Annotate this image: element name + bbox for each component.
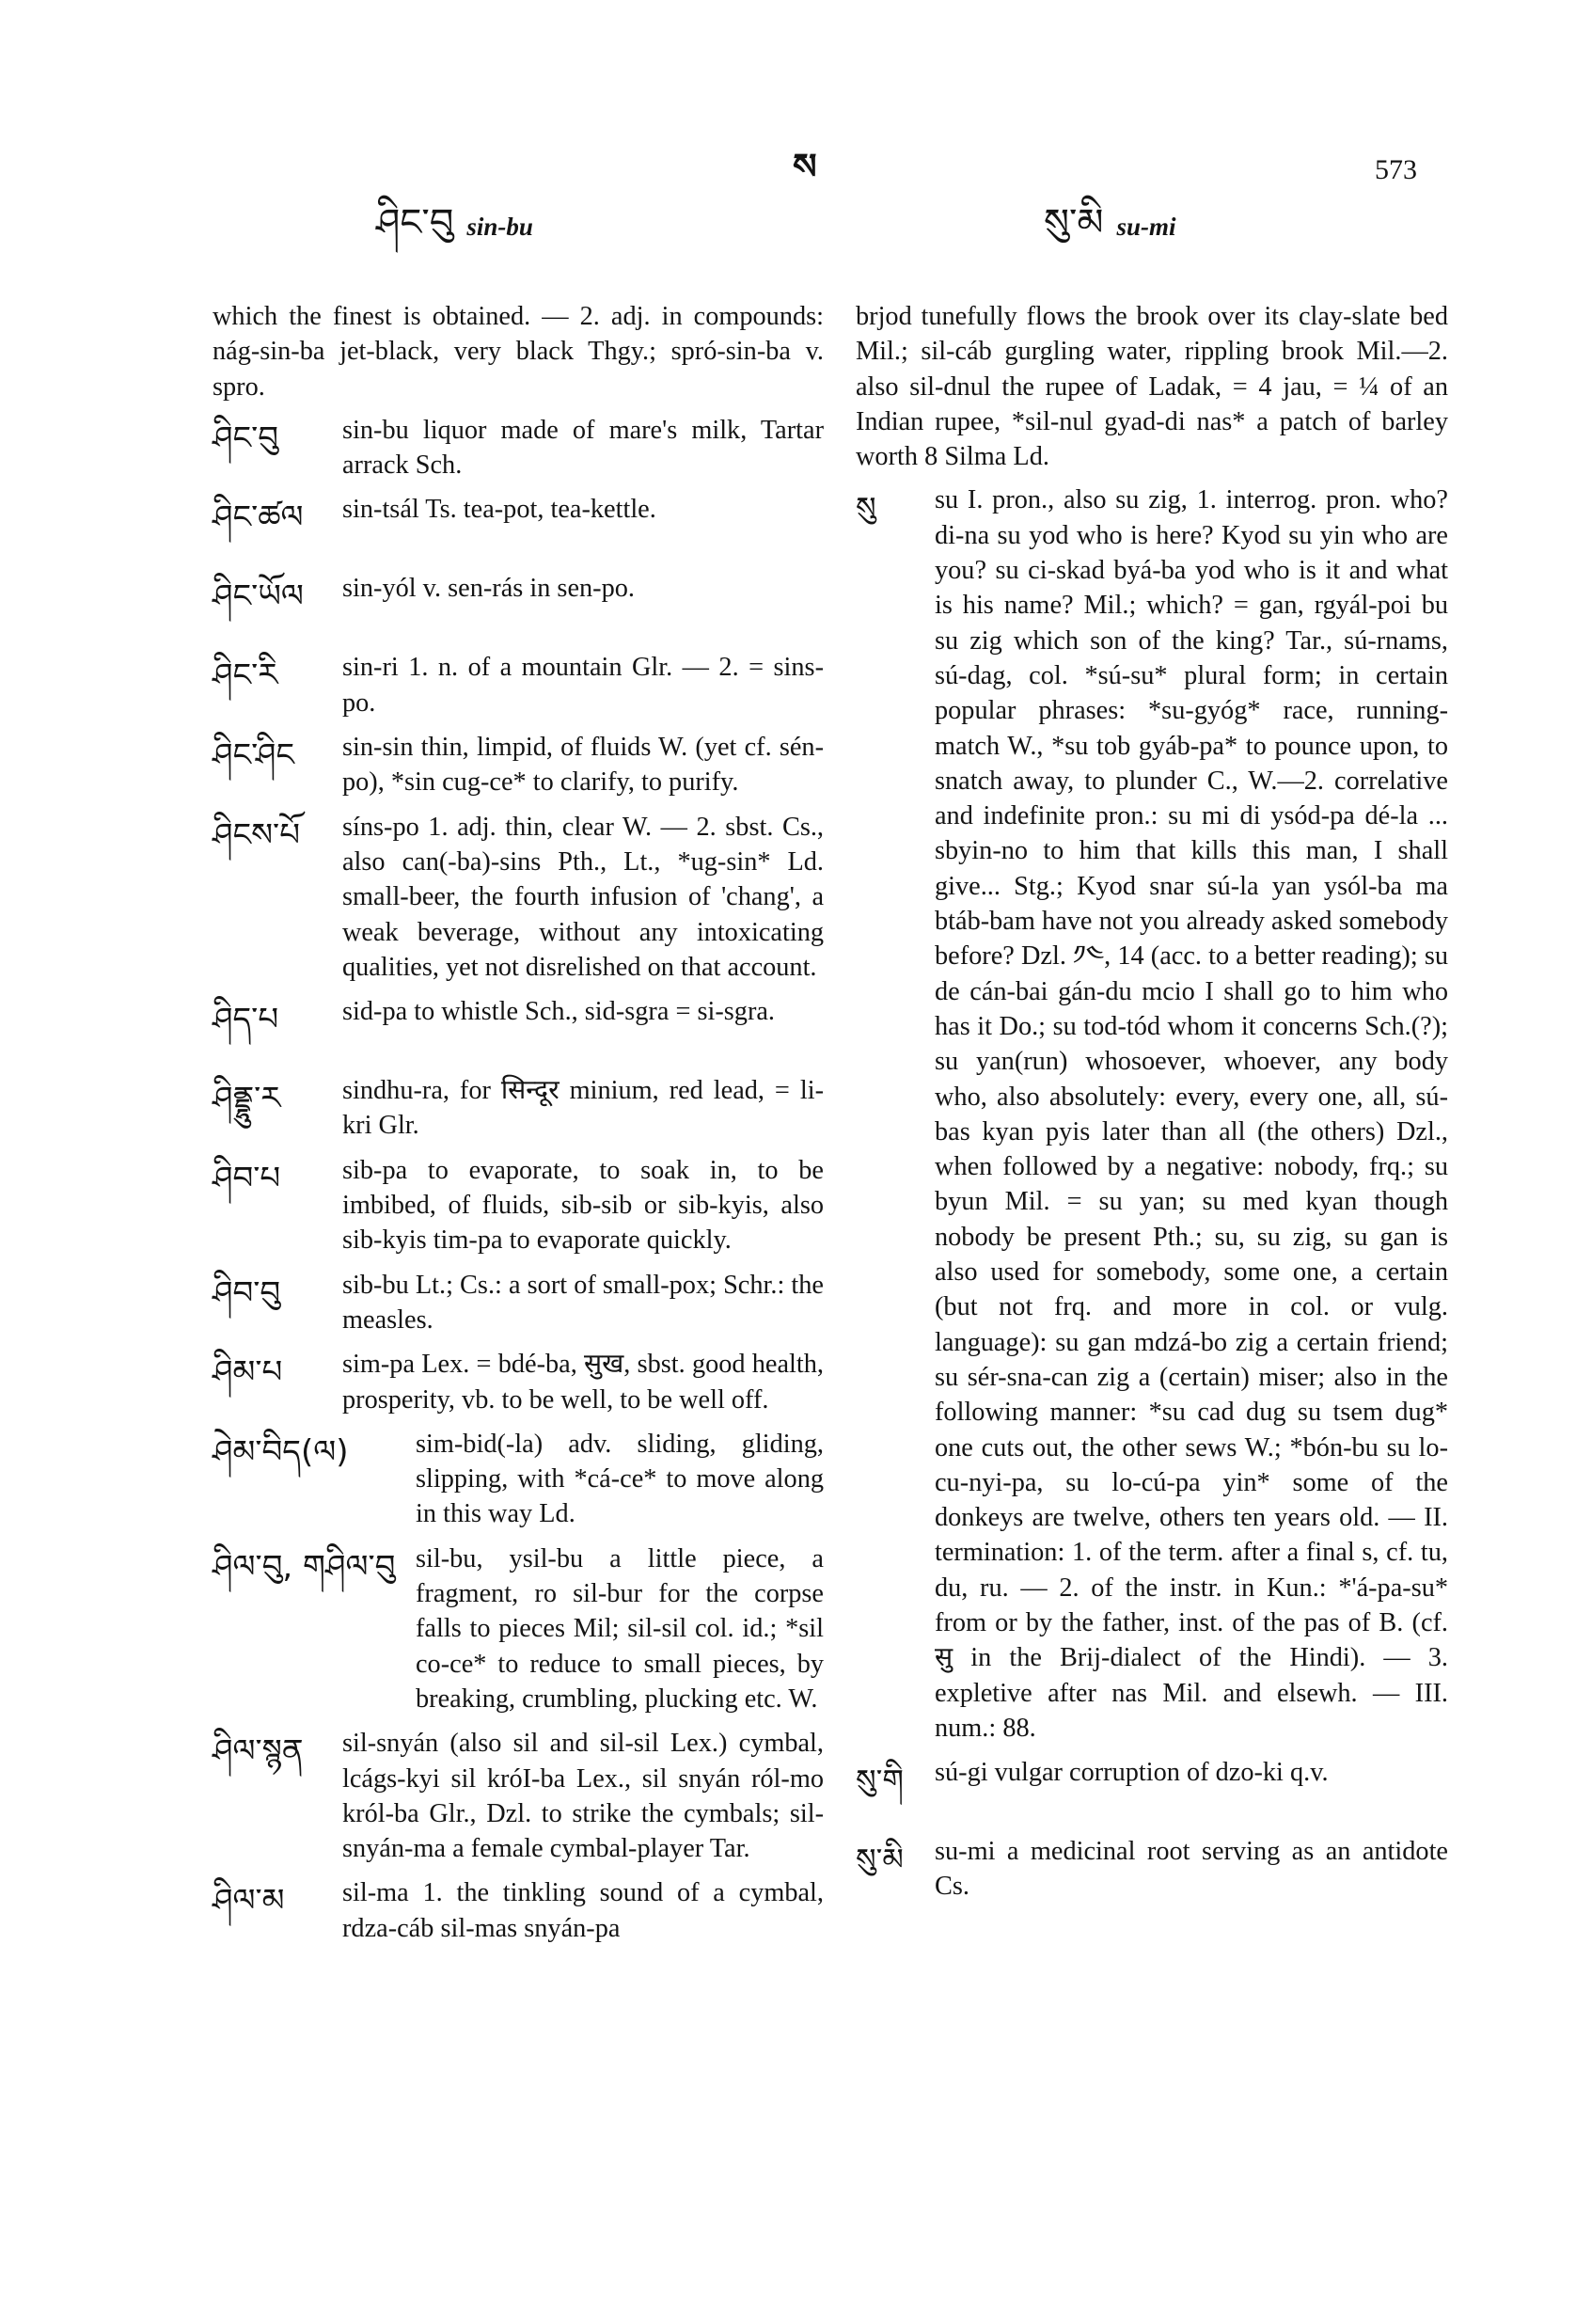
dictionary-entry (213, 1073, 824, 1144)
entry-text: sin-ri 1. n. of a mountain Glr. — 2. = sins-po. (342, 653, 824, 718)
dictionary-entry (213, 492, 824, 561)
running-head-right-tibetan: སུ་མི (1044, 201, 1104, 245)
dictionary-entry (213, 1347, 824, 1417)
dictionary-entry (213, 994, 824, 1064)
running-head-right (1044, 201, 1176, 245)
headword-tibetan: སུ་གི (856, 1763, 904, 1799)
entry-text: sin-bu liquor made of mare's milk, Tartar arrack Sch. (342, 415, 824, 481)
entry-text: sin-tsál Ts. tea-pot, tea-kettle. (342, 495, 656, 525)
headword-tibetan: ཤིབ་པ (213, 1159, 281, 1197)
entry-text: síns-po 1. adj. thin, clear W. — 2. sbst. Cs., also can(-ba)-sins Pth., Lt., *ug-sin* Ld. small-beer, the fourth infusion of 'chang', a weak beverage, without any intoxicating qualities, yet not disrelished on that account. (342, 812, 824, 982)
continuation-text: brjod tunefully flows the brook over its clay-slate bed Mil.; sil-cáb gurgling water, rippling brook Mil.—2. also sil-dnul the rupee of Ladak, = 4 jau, = ¼ of an Indian rupee, *sil-nul gyad-di nas* a patch of barley worth 8 Silma Ld. (856, 302, 1448, 472)
headword-tibetan: སུ་མི (856, 1842, 904, 1878)
dictionary-entry (213, 1875, 824, 1946)
entry-text: sin-yól v. sen-rás in sen-po. (342, 574, 635, 604)
headword-tibetan: ཤིང་རི (213, 656, 278, 695)
left-column (213, 299, 824, 1955)
entry-text: su I. pron., also su zig, 1. interrog. pron. who? di-na su yod who is here? Kyod su yin who are you? su ci-skad byá-ba yod who is it and what is his name? Mil.; which? = gan, rgyál-poi bu su zig which son of the king? Tar., sú-rnams, sú-dag, col. *sú-su* plural form; in certain popular phrases: *su-gyóg* race, running-match W., *su tob gyáb-pa* to pounce upon, to snatch away, to plunder C., W.—2. correlative and indefinite pron.: su mi di ysód-pa dé-la ... sbyin-no to him that kills this man, I shall give... Stg.; Kyod snar sú-la yan ysól-ba ma btáb-bam have not you already asked somebody before? Dzl. ༡༤, 14 (acc. to a better reading); su de cán-bai gán-du mcio I shall go to him who has it Do.; su tod-tód whom it concerns Sch.(?); su yan(run) whosoever, whoever, any body who, also absolutely: every, every one, all, sú-bas kyan pyis later than all (the others) Dzl., when followed by a negative: nobody, frq.; su byun Mil. = su yan; su med kyan though nobody be present Pth.; su, su zig, su gan is also used for somebody, some one, a certain (but not frq. and more in col. or vulg. language): su gan mdzá-bo zig a certain friend; su sér-sna-can zig a (certain) miser; also in the following manner: *su cad dug su tsem dug* one cuts out, the other sews W.; *bón-bu su lo-cu-nyi-pa, su lo-cú-pa yin* some of the donkeys are twelve, others ten years old. — II. termination: 1. of the term. after a final s, cf. tu, du, ru. — 2. of the instr. in Kun.: *'á-pa-su* from or by the father, inst. of the pas of B. (cf. सु in the Brij-dialect of the Hindi). — 3. expletive after nas Mil. and elsewh. — III. num.: 88. (935, 485, 1448, 1743)
section-letter: ས (793, 146, 817, 187)
headword-tibetan: ཤིང་ཚལ (213, 498, 304, 537)
headword-tibetan: ཤིནྡྷུ་ར (213, 1080, 281, 1118)
page-number: 573 (1375, 154, 1417, 185)
running-head-left (376, 201, 533, 245)
entry-text: sil-bu, ysil-bu a little piece, a fragment, ro sil-bur for the corpse falls to pieces Mil; sil-sil col. id.; *sil co-ce* to reduce to small pieces, by breaking, crumbling, plucking etc. W. (416, 1543, 824, 1714)
dictionary-entry (213, 650, 824, 720)
running-head-right-translit: su-mi (1116, 213, 1176, 241)
headword-tibetan: ཤིང་ཡོལ (213, 577, 304, 616)
headword-tibetan: ཤིང་ཤིང (213, 736, 294, 775)
entry-text: sú-gi vulgar corruption of dzo-ki q.v. (935, 1758, 1329, 1788)
headword-tibetan: ཤིལ་བུ, གཤིལ་བུ (213, 1547, 396, 1586)
entry-text: sin-sin thin, limpid, of fluids W. (yet cf. sén-po), *sin cug-ce* to clarify, to purify. (342, 733, 824, 798)
dictionary-entry (213, 1268, 824, 1338)
headword-tibetan: ཤིལ་སྙན (213, 1732, 304, 1771)
entry-text: sid-pa to whistle Sch., sid-sgra = si-sgra. (342, 997, 776, 1027)
headword-tibetan: ཤིབ་བུ (213, 1273, 281, 1312)
running-head-left-tibetan: ཤིང་བུ (376, 201, 454, 245)
headword-tibetan: ཤིམ་པ (213, 1353, 283, 1392)
dictionary-entry (213, 413, 824, 483)
dictionary-entry (213, 1153, 824, 1258)
entry-text: sib-bu Lt.; Cs.: a sort of small-pox; Schr.: the measles. (342, 1270, 824, 1335)
entry-text: sib-pa to evaporate, to soak in, to be imbibed, of fluids, sib-sib or sib-kyis, also sib-kyis tim-pa to evaporate quickly. (342, 1155, 824, 1256)
dictionary-entry (213, 1541, 824, 1716)
entry-text: sim-bid(-la) adv. sliding, gliding, slipping, with *cá-ce* to move along in this way Ld. (416, 1429, 824, 1529)
headword-tibetan: ཤིད་པ (213, 1001, 279, 1039)
dictionary-entry (213, 1726, 824, 1866)
dictionary-entry (213, 1427, 824, 1532)
running-head-left-translit: sin-bu (466, 213, 533, 241)
right-column (856, 299, 1448, 1914)
continuation-text: which the finest is obtained. — 2. adj. in compounds: nág-sin-ba jet-black, very black Thgy.; spró-sin-ba v. spro. (213, 302, 824, 402)
dictionary-entry (856, 1755, 1448, 1825)
entry-text: sim-pa Lex. = bdé-ba, सुख, sbst. good health, prosperity, vb. to be well, to be well off. (342, 1350, 824, 1415)
dictionary-entry (213, 730, 824, 800)
entry-text: sindhu-ra, for सिन्दूर minium, red lead, = li-kri Glr. (342, 1076, 824, 1141)
headword-tibetan: ཤིང་བུ (213, 419, 279, 457)
dictionary-entry (856, 482, 1448, 1746)
headword-tibetan: ཤིལ་མ (213, 1882, 285, 1921)
headword-tibetan: སུ (856, 490, 876, 527)
entry-text: sil-ma 1. the tinkling sound of a cymbal, rdza-cáb sil-mas snyán-pa (342, 1878, 824, 1943)
headword-tibetan: ཤིངས་པོ (213, 815, 300, 854)
dictionary-entry (213, 810, 824, 985)
dictionary-entry (856, 1834, 1448, 1905)
entry-text: sil-snyán (also sil and sil-sil Lex.) cymbal, lcágs-kyi sil króI-ba Lex., sil snyán ról-mo król-ba Glr., Dzl. to strike the cymbals; sil-snyán-ma a female cymbal-player Tar. (342, 1729, 824, 1864)
dictionary-entry (213, 571, 824, 640)
headword-tibetan: ཤེམ་བིད(ལ) (213, 1432, 349, 1471)
entry-text: su-mi a medicinal root serving as an antidote Cs. (935, 1837, 1448, 1902)
